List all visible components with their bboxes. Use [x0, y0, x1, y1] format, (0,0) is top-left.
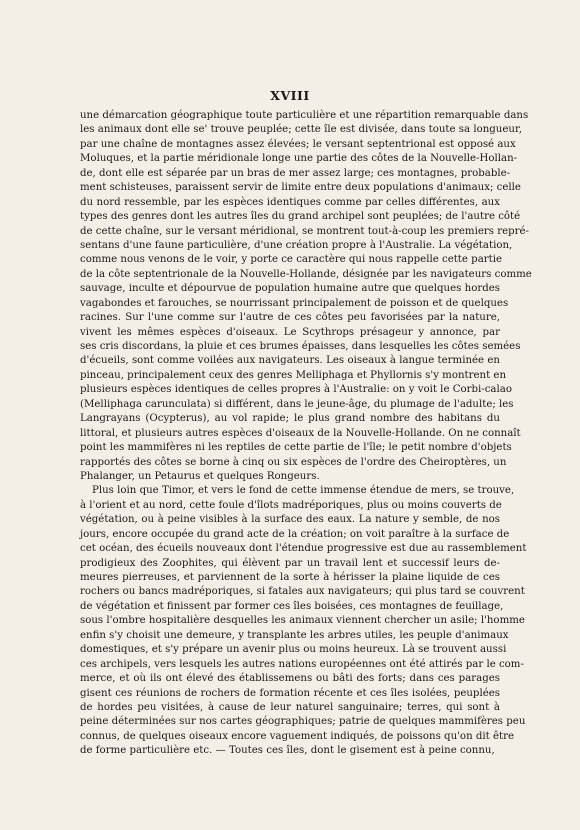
text-line: enfin s'y choisit une demeure, y transplante les arbres utiles, les peuple d'animaux — [80, 629, 509, 641]
text-line: sentans d'une faune particulière, d'une création propre à l'Australie. La végétation, — [80, 239, 513, 251]
text-line: vagabondes et farouches, se nourrissant principalement de poisson et de quelques — [80, 297, 509, 309]
text-line: cet océan, des écueils nouveaux dont l'étendue progressive est due au rassemblement — [80, 543, 527, 555]
text-line: sous l'ombre hospitalière desquelles les animaux viennent chercher un asile; l'homme — [80, 615, 525, 627]
text-line: (Melliphaga carunculata) si différent, dans le jeune-âge, du plumage de l'adulte; les — [80, 398, 514, 410]
text-line: rapportés des côtes se borne à cinq ou six espèces de l'ordre des Cheiroptères, un — [80, 456, 507, 468]
text-line: de cette chaîne, sur le versant méridional, se montrent tout-à-coup les premiers repré- — [80, 225, 529, 237]
text-line: merce, et où ils ont élevé des établissemens ou bâti des forts; dans ces parages — [80, 673, 500, 685]
text-line: gisent ces réunions de rochers de formation récente et ces îles isolées, peuplées — [80, 687, 500, 699]
text-line: à l'orient et au nord, cette foule d'îlots madréporiques, plus ou moins couverts de — [80, 499, 502, 511]
text-line: ces archipels, vers lesquels les autres nations européennes ont été attirés par le com- — [80, 658, 524, 670]
text-line: plusieurs espèces identiques de celles propres à l'Australie: on y voit le Corbi-calao — [80, 384, 512, 396]
text-line: par une chaîne de montagnes assez élevées; le versant septentrional est opposé aux — [80, 138, 516, 150]
text-line: comme nous venons de le voir, y porte ce caractère qui nous rappelle cette partie — [80, 254, 503, 266]
text-line: une démarcation géographique toute particulière et une répartition remarquable dans — [80, 110, 529, 121]
text-line: Plus loin que Timor, et vers le fond de cette immense étendue de mers, se trouve, — [92, 485, 515, 497]
text-line: ment schisteuses, paraissent servir de limite entre deux populations d'animaux; celle — [80, 182, 521, 194]
text-line: de forme particulière etc. — Toutes ces îles, dont le gisement est à peine connu, — [80, 745, 495, 757]
text-line: point les mammifères ni les reptiles de cette partie de l'île; le petit nombre d'objets — [80, 442, 512, 454]
text-line: prodigieux des Zoophites, qui élèvent par un travail lent et successif leurs de- — [80, 557, 500, 569]
text-line: peine déterminées sur nos cartes géographiques; patrie de quelques mammifères peu — [80, 716, 526, 728]
text-line: de, dont elle est séparée par un bras de mer assez large; ces montagnes, probable- — [80, 167, 511, 179]
text-line: Moluques, et la partie méridionale longe une partie des côtes de la Nouvelle-Hollan- — [80, 153, 518, 165]
text-line: ses cris discordans, la pluie et ces brumes épaisses, dans lesquelles les côtes semées — [80, 341, 521, 352]
text-line: de végétation et finissent par former ces îles boisées, ces montagnes de feuillage, — [80, 600, 504, 612]
text-line: jours, encore occupée du grand acte de la création; on voit paraître à la surface de — [80, 528, 510, 540]
text-line: rochers ou bancs madréporiques, si fatales aux navigateurs; qui plus tard se couvrent — [80, 586, 525, 598]
text-line: types des genres dont les autres îles du grand archipel sont peuplées; de l'autre côté — [80, 211, 521, 223]
text-line: du nord ressemble, par les espèces identiques comme par celles différentes, aux — [80, 196, 500, 208]
text-line: littoral, et plusieurs autres espèces d'oiseaux de la Nouvelle-Hollande. On ne connaît — [80, 427, 521, 439]
text-line: sauvage, inculte et dépourvue de population humaine autre que quelques hordes — [80, 283, 500, 295]
page-number-header: XVIII — [270, 88, 310, 103]
text-line: de la côte septentrionale de la Nouvelle-Hollande, désignée par les navigateurs comme — [80, 268, 532, 280]
text-line: de hordes peu visitées, à cause de leur naturel sanguinaire; terres, qui sont à — [80, 701, 500, 713]
text-line: les animaux dont elle se' trouve peuplée; cette île est divisée, dans toute sa longueur, — [80, 124, 522, 136]
text-line: domestiques, et s'y prépare un avenir plus ou moins heureux. Là se trouvent aussi — [80, 644, 507, 656]
body-text — [80, 109, 532, 759]
text-line: racines. Sur l'une comme sur l'autre de ces côtes peu favorisées par la nature, — [80, 312, 500, 324]
text-line: Phalanger, un Petaurus et quelques Rongeurs. — [80, 470, 320, 482]
text-line: d'écueils, sont comme voilées aux navigateurs. Les oiseaux à langue terminée en — [80, 355, 500, 367]
text-line: Langrayans (Ocypterus), au vol rapide; le plus grand nombre des habitans du — [80, 413, 500, 425]
text-line: connus, de quelques oiseaux encore vaguement indiqués, de poissons qu'on dit être — [80, 730, 515, 742]
text-line: pinceau, principalement ceux des genres Melliphaga et Phyllornis s'y montrent en — [80, 369, 507, 381]
text-line: végétation, ou à peine visibles à la surface des eaux. La nature y semble, de nos — [80, 514, 500, 526]
text-line: meures pierreuses, et parviennent de la sorte à hérisser la plaine liquide de ces — [80, 572, 500, 583]
text-line: vivent les mêmes espèces d'oiseaux. Le Scythrops présageur y annonce, par — [80, 326, 500, 338]
